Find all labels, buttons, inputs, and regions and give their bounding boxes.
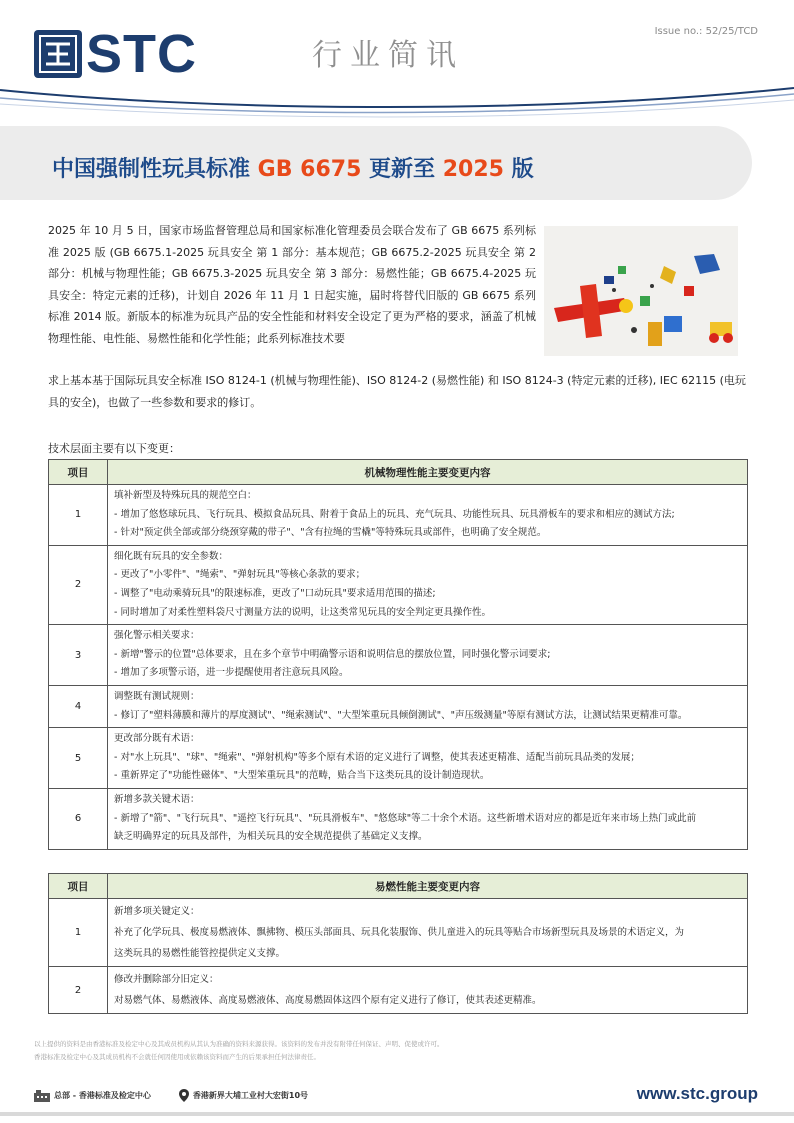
row-content-line: - 修订了"塑料薄膜和薄片的厚度测试"、"绳索测试"、"大型笨重玩具倾倒测试"、"声压级测量"等原有测试方法，让测试结果更精准可靠。 <box>114 709 688 721</box>
page-title: 中国强制性玩具标准 GB 6675 更新至 2025 版 <box>52 157 534 182</box>
table-row <box>49 967 748 1014</box>
table-row <box>49 685 748 727</box>
footer-address: 香港新界大埔工业村大宏街10号 <box>192 1091 309 1100</box>
row-content <box>108 625 748 686</box>
table-row <box>49 788 748 849</box>
row-content <box>108 899 748 967</box>
row-content-line: - 同时增加了对柔性塑料袋尺寸测量方法的说明，让这类常见玩具的安全判定更具操作性。 <box>114 606 491 618</box>
footer-contact <box>34 1089 336 1102</box>
table-header-content: 机械物理性能主要变更内容 <box>108 460 748 485</box>
row-number: 2 <box>49 967 108 1014</box>
row-content-line: 缺乏明确界定的玩具及部件，为相关玩具的安全规范提供了基础定义支撑。 <box>114 831 428 843</box>
table-row <box>49 485 748 546</box>
table-row <box>49 728 748 789</box>
changes-subheading: 技术层面主要有以下变更： <box>48 442 180 455</box>
header-wave-decoration <box>0 84 794 124</box>
row-content-line: - 针对"预定供全部或部分绕颈穿戴的带子"、"含有拉绳的雪橇"等特殊玩具或部件，也明确了安全规范。 <box>114 527 547 539</box>
flammability-changes-table <box>48 873 748 1014</box>
disclaimer-line: 香港标准及检定中心及其成员机构不会就任何因使用或依赖该资料而产生的后果承担任何法律责任。 <box>34 1053 320 1061</box>
toys-photo <box>544 226 738 356</box>
disclaimer <box>34 1038 444 1064</box>
row-content <box>108 685 748 727</box>
footer-rule <box>0 1112 794 1116</box>
row-content-line: 填补新型及特殊玩具的规范空白： <box>114 490 257 501</box>
table-header-item: 项目 <box>49 874 108 899</box>
row-content <box>108 728 748 789</box>
row-content <box>108 788 748 849</box>
building-icon <box>34 1090 50 1102</box>
row-content-line: 强化警示相关要求： <box>114 630 200 642</box>
row-content-line: - 更改了"小零件"、"绳索"、"弹射玩具"等核心条款的要求； <box>114 569 366 581</box>
mechanical-changes-table <box>48 459 748 850</box>
row-number: 5 <box>49 728 108 789</box>
row-number: 1 <box>49 899 108 967</box>
row-number: 4 <box>49 685 108 727</box>
row-content-line: 更改部分既有术语： <box>114 733 200 745</box>
website-link[interactable]: www.stc.group <box>636 1084 758 1103</box>
row-number: 6 <box>49 788 108 849</box>
table-header-content: 易燃性能主要变更内容 <box>108 874 748 899</box>
footer-hq: 总部 - 香港标准及检定中心 <box>54 1091 151 1100</box>
row-number: 3 <box>49 625 108 686</box>
row-content <box>108 545 748 624</box>
row-content-line: - 重新界定了"功能性磁体"、"大型笨重玩具"的范畴，贴合当下这类玩具的设计制造现状。 <box>114 770 490 782</box>
table-row <box>49 625 748 686</box>
row-content-line: 修改并删除部分旧定义： <box>114 974 219 985</box>
row-content-line: 新增多项关键定义： <box>114 906 200 917</box>
logo-text: STC <box>86 24 197 84</box>
row-number: 1 <box>49 485 108 546</box>
row-content-line: 新增多款关键术语： <box>114 793 200 805</box>
row-content-line: 这类玩具的易燃性能管控提供定义支撑。 <box>114 948 286 959</box>
row-content-line: 补充了化学玩具、极度易燃液体、飘拂物、模压头部面具、玩具化装服饰、供儿童进入的玩具等贴合市场新型玩具及场景的术语定义，为 <box>114 927 685 938</box>
table-header-item: 项目 <box>49 460 108 485</box>
stc-logo <box>34 24 197 84</box>
row-content-line: - 新增"警示的位置"总体要求，且在多个章节中明确警示语和说明信息的摆放位置，同时强化警示词要求; <box>114 648 551 660</box>
row-content-line: - 增加了多项警示语，进一步提醒使用者注意玩具风险。 <box>114 667 349 679</box>
row-number: 2 <box>49 545 108 624</box>
table-row <box>49 899 748 967</box>
table-row <box>49 545 748 624</box>
row-content-line: - 增加了悠悠球玩具、飞行玩具、模拟食品玩具、附着于食品上的玩具、充气玩具、功能性玩具、玩具滑板车的要求和相应的测试方法; <box>114 508 675 520</box>
newsletter-title: 行业简讯 <box>312 38 464 73</box>
row-content-line: 对易燃气体、易燃液体、高度易燃液体、高度易燃固体这四个原有定义进行了修订，使其表述更精准。 <box>114 995 542 1006</box>
row-content-line: 调整既有测试规则： <box>114 690 200 702</box>
row-content-line: - 新增了"箭"、"飞行玩具"、"遥控飞行玩具"、"玩具滑板车"、"悠悠球"等二十余个术语。这些新增术语对应的都是近年来市场上热门或此前 <box>114 812 697 824</box>
row-content-line: - 对"水上玩具"、"球"、"绳索"、"弹射机构"等多个原有术语的定义进行了调整，使其表述更精准、适配当前玩具品类的发展； <box>114 751 640 763</box>
intro-paragraph: 2025 年 10 月 5 日，国家市场监督管理总局和国家标准化管理委员会联合发布了 GB 6675 系列标准 2025 版 (GB 6675.1-2025 玩具安全 第 1 部分：基本规范；GB 6675.2-2025 玩具安全 第 2 部分：机械与物理性能；GB 6675.3-2025 玩具安全 第 3 部分：易燃性能；GB 6675.4-2025 玩具安全：特定元素的迁移)，计划自 2026 年 11 月 1 日起实施，届时将替代旧版的 GB 6675 系列标准 2014 版。新版本的标准为玩具产品的安全性能和材料安全设定了更为严格的要求，涵盖了机械物理性能、电性能、易燃性能和化学性能；此系列标准技术要 <box>48 224 536 345</box>
row-content-line: - 调整了"电动乘骑玩具"的限速标准，更改了"口动玩具"要求适用范围的描述; <box>114 587 436 599</box>
row-content-line: 细化既有玩具的安全参数： <box>114 550 229 562</box>
location-pin-icon <box>179 1089 189 1102</box>
disclaimer-line: 以上提供的资料是由香港标准及检定中心及其成员机构从其认为准确的资料来源获得。该资料的发布并没有附带任何保证、声明、促使或许可。 <box>34 1040 444 1048</box>
stc-logo-mark-icon <box>34 30 82 78</box>
issue-number: Issue no.: 52/25/TCD <box>654 26 758 37</box>
row-content <box>108 967 748 1014</box>
intro-paragraph-continued: 求上基本基于国际玩具安全标准 ISO 8124-1 (机械与物理性能)、ISO 8124-2 (易燃性能) 和 ISO 8124-3 (特定元素的迁移), IEC 62115 (电玩具的安全)，也做了一些参数和要求的修订。 <box>48 374 746 409</box>
row-content <box>108 485 748 546</box>
